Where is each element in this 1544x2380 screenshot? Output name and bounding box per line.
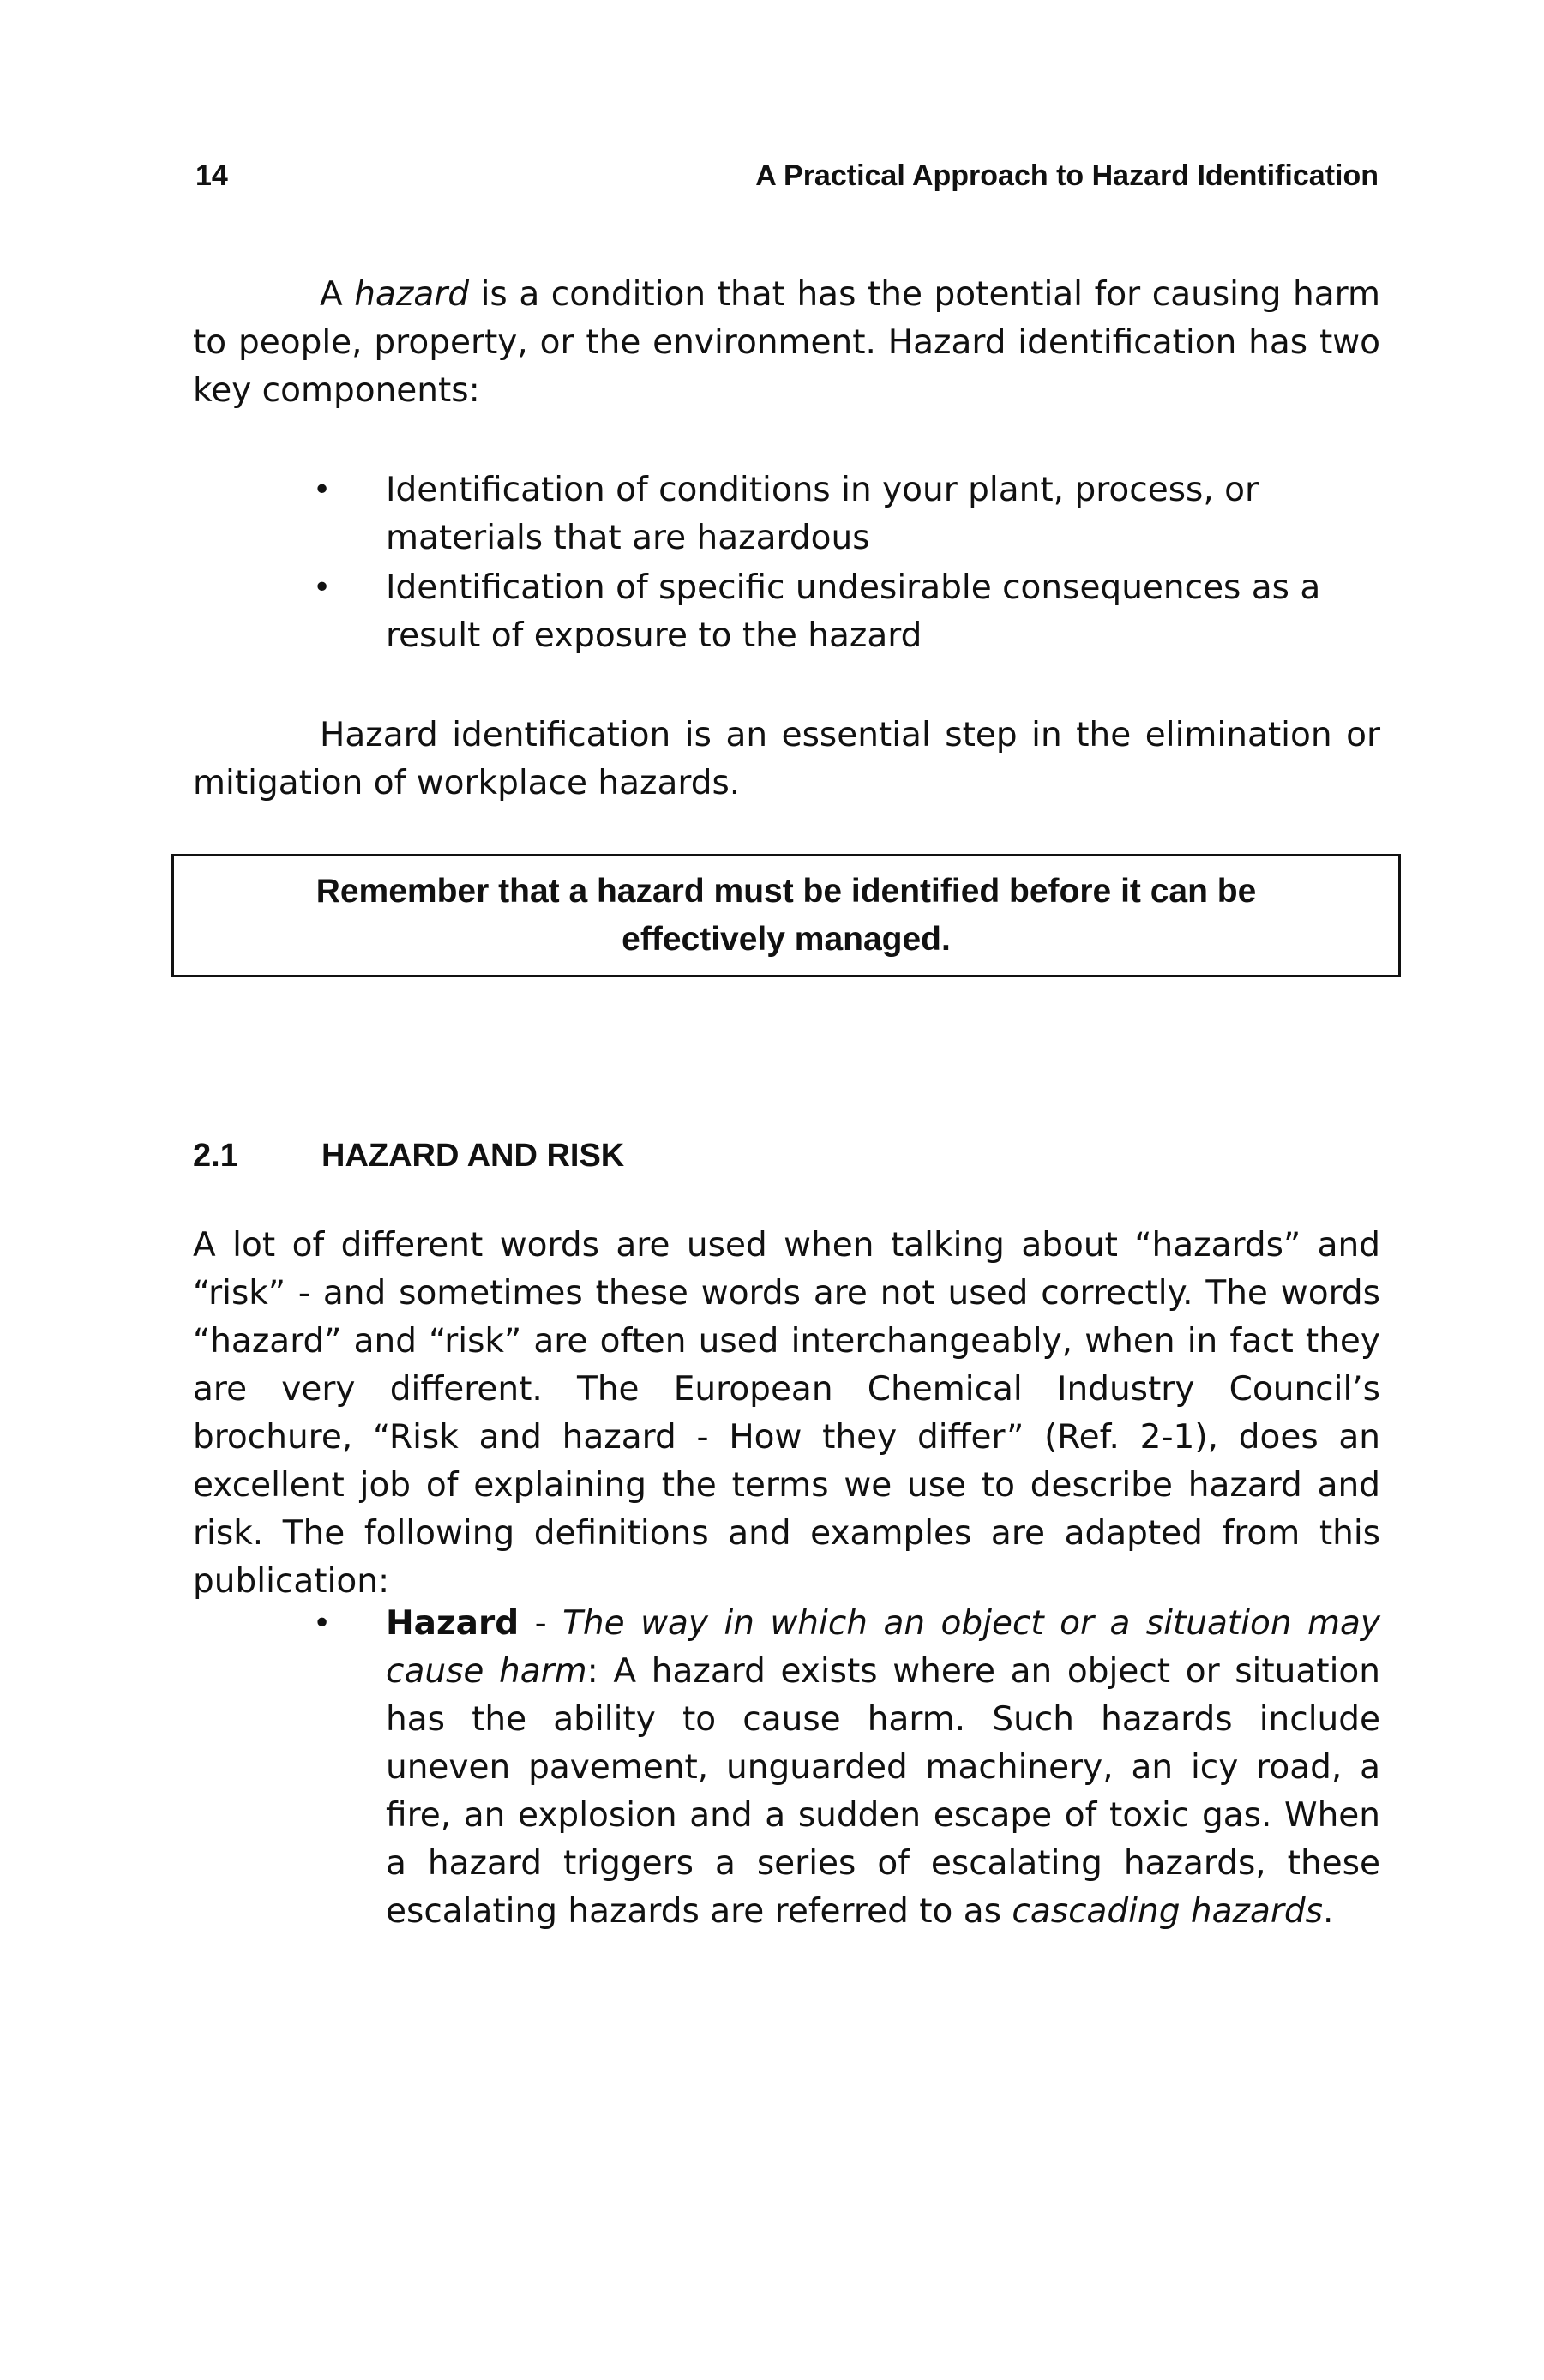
definition-term: Hazard xyxy=(386,1604,520,1643)
list-item xyxy=(313,564,1380,660)
definition-rest: is a condition that has the potential for causing harm to people, property, or the environment. Hazard identification has two key components: xyxy=(193,275,1380,410)
list-item xyxy=(313,1600,1380,1936)
essential-step-paragraph: Hazard identification is an essential step in the elimination or mitigation of workplace hazards. xyxy=(193,716,1380,802)
bullet-icon: • xyxy=(313,1606,332,1641)
section-title: HAZARD AND RISK xyxy=(321,1138,625,1174)
section-number: 2.1 xyxy=(193,1138,238,1174)
definitions-list xyxy=(313,1600,1380,1938)
hazard-definition-paragraph xyxy=(193,271,1380,415)
definition-body: : A hazard exists where an object or situation has the ability to cause harm. Such hazards include uneven pavement, unguarded machinery, an icy road, a fire, an explosion and a sudden escape of toxic gas. When a hazard triggers a series of escalating hazards, these escalating hazards are referred to as xyxy=(386,1652,1380,1931)
definition-text xyxy=(386,1604,1380,1931)
definition-end: . xyxy=(1322,1892,1334,1931)
running-title: A Practical Approach to Hazard Identification xyxy=(755,159,1379,192)
lead-word: A xyxy=(320,275,355,314)
callout-line-1: Remember that a hazard must be identified before it can be xyxy=(315,873,1257,910)
remember-callout-box xyxy=(171,854,1401,977)
hazard-term: hazard xyxy=(354,275,470,314)
list-item xyxy=(313,466,1380,562)
bullet-icon: • xyxy=(313,570,332,605)
list-item-text: Identification of specific undesirable consequences as a result of exposure to the hazard xyxy=(386,568,1321,655)
definition-separator: - xyxy=(519,1604,563,1643)
bullet-icon: • xyxy=(313,472,332,508)
hazard-risk-paragraph: A lot of different words are used when talking about “hazards” and “risk” - and sometimes these words are not used correctly. The words “hazard” and “risk” are often used interchangeably, when in fact they are very different. The European Chemical Industry Council’s brochure, “Risk and hazard - How they differ” (Ref. 2-1), does an excellent job of explaining the terms we use to describe hazard and risk. The following definitions and examples are adapted from this publication: xyxy=(193,1226,1380,1601)
page-number: 14 xyxy=(195,159,228,192)
list-item-text: Identification of conditions in your plant, process, or materials that are hazardous xyxy=(386,471,1259,557)
callout-line-2: effectively managed. xyxy=(622,921,951,958)
definition-italic: The way in which an object or a situation may cause harm xyxy=(386,1604,1380,1691)
definition-italic-tail: cascading hazards xyxy=(1012,1892,1323,1931)
running-header xyxy=(195,159,1379,201)
components-list xyxy=(313,466,1380,662)
